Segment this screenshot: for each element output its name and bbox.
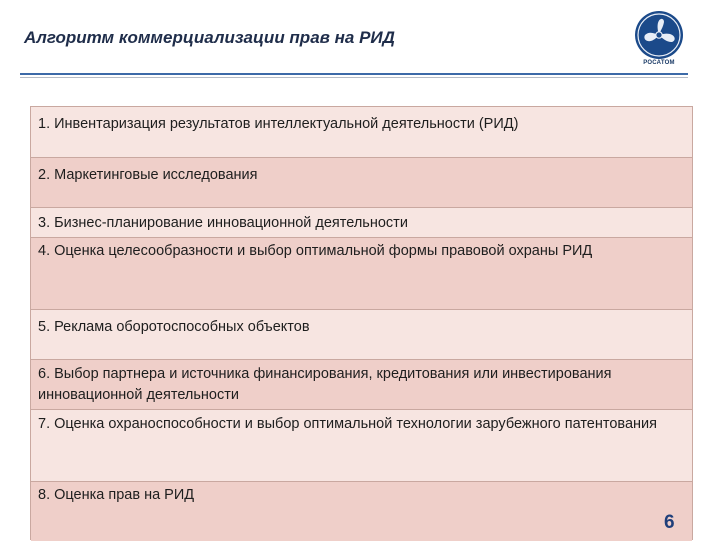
step-row-2: 2. Маркетинговые исследования: [31, 158, 692, 208]
steps-list: [30, 106, 693, 540]
page-title: Алгоритм коммерциализации прав на РИД: [24, 28, 395, 47]
step-row-7: 7. Оценка охраноспособности и выбор оптимальной технологии зарубежного патентования: [31, 410, 692, 482]
step-row-3: 3. Бизнес-планирование инновационной деятельности: [31, 208, 692, 238]
header-divider: [20, 73, 688, 75]
step-row-6: 6. Выбор партнера и источника финансирования, кредитования или инвестирования инновационной деятельности: [31, 360, 692, 410]
step-row-8: 8. Оценка прав на РИД: [31, 482, 692, 541]
step-row-5: 5. Реклама оборотоспособных объектов: [31, 310, 692, 360]
step-row-1: 1. Инвентаризация результатов интеллектуальной деятельности (РИД): [31, 107, 692, 158]
header-divider-thin: [20, 77, 688, 78]
logo-text: РОСАТОМ: [643, 60, 675, 66]
page-number: 6: [664, 512, 675, 533]
step-row-4: 4. Оценка целесообразности и выбор оптимальной формы правовой охраны РИД: [31, 238, 692, 310]
